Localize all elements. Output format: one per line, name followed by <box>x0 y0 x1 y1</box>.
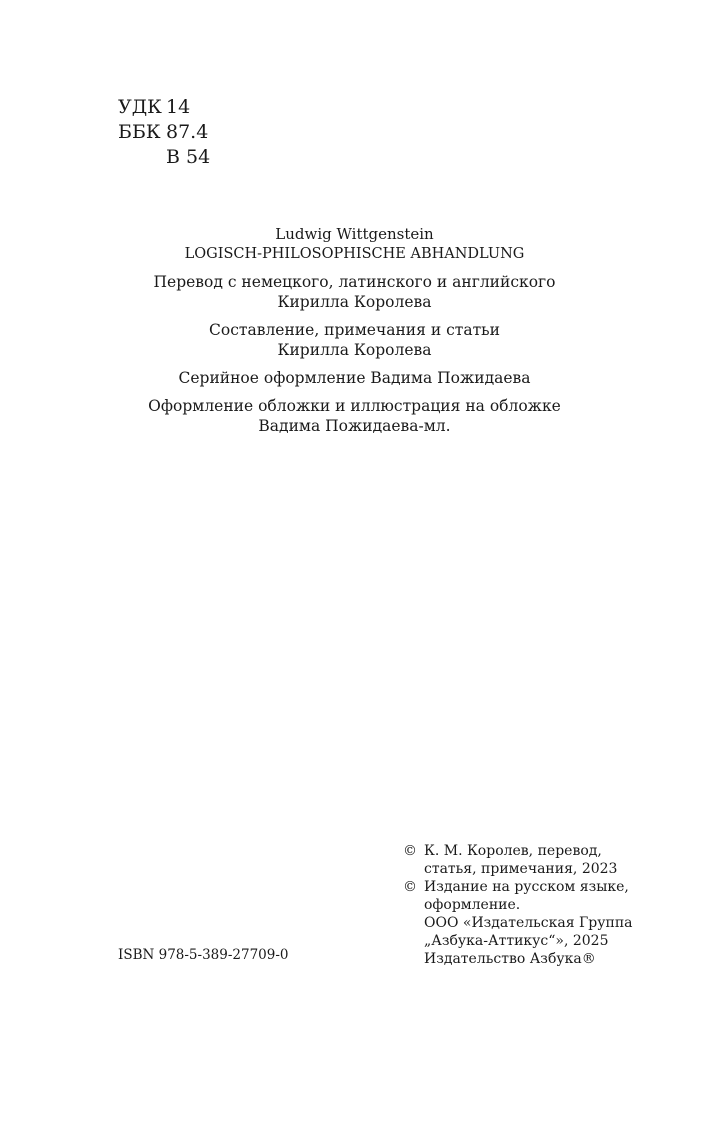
copyright-symbol-1: © <box>403 843 417 859</box>
author-mark: В 54 <box>166 146 211 168</box>
udk-label: УДК <box>118 96 162 118</box>
bbk-label: ББК <box>118 121 161 143</box>
isbn: ISBN 978-5-389-27709-0 <box>118 947 289 963</box>
cover-design-line-2: Вадима Пожидаева-мл. <box>258 417 451 435</box>
bbk-value: 87.4 <box>166 121 209 143</box>
copyright-notice-1-line-2: статья, примечания, 2023 <box>424 861 618 877</box>
cover-design-line-1: Оформление обложки и иллюстрация на обложке <box>148 397 561 415</box>
cover-design-credit <box>0 396 709 436</box>
translation-line-2: Кирилла Королева <box>277 293 432 311</box>
original-work-group <box>0 224 709 264</box>
credits-block <box>0 224 709 444</box>
udk-row <box>118 95 210 120</box>
copyright-notice-2-line-2: оформление. <box>424 897 521 913</box>
compilation-credit <box>0 320 709 360</box>
copyright-notice-2-line-1: Издание на русском языке, <box>424 879 629 895</box>
original-author: Ludwig Wittgenstein <box>275 225 434 243</box>
compilation-line-1: Составление, примечания и статьи <box>209 321 500 339</box>
original-title: LOGISCH-PHILOSOPHISCHE ABHANDLUNG <box>184 246 525 262</box>
copyright-notice-1-line-1: К. М. Королев, перевод, <box>424 843 602 859</box>
udk-value: 14 <box>166 96 191 118</box>
copyright-notice-2-line-4: „Азбука-Аттикус“», 2025 <box>424 933 609 949</box>
copyright-notice-1 <box>403 842 633 860</box>
copyright-notice-2 <box>403 878 633 896</box>
compilation-line-2: Кирилла Королева <box>277 341 432 359</box>
copyright-symbol-2: © <box>403 879 417 895</box>
author-mark-row <box>118 145 210 170</box>
copyright-notice-2-line-3: ООО «Издательская Группа <box>424 915 633 931</box>
series-design-line: Серийное оформление Вадима Пожидаева <box>178 369 531 387</box>
copyright-notice-2-line-5: Издательство Азбука® <box>424 951 596 967</box>
copyright-block <box>403 842 633 968</box>
translation-credit <box>0 272 709 312</box>
bbk-row <box>118 120 210 145</box>
translation-line-1: Перевод с немецкого, латинского и английского <box>153 273 556 291</box>
series-design-credit <box>0 368 709 388</box>
classification-block <box>118 95 210 170</box>
